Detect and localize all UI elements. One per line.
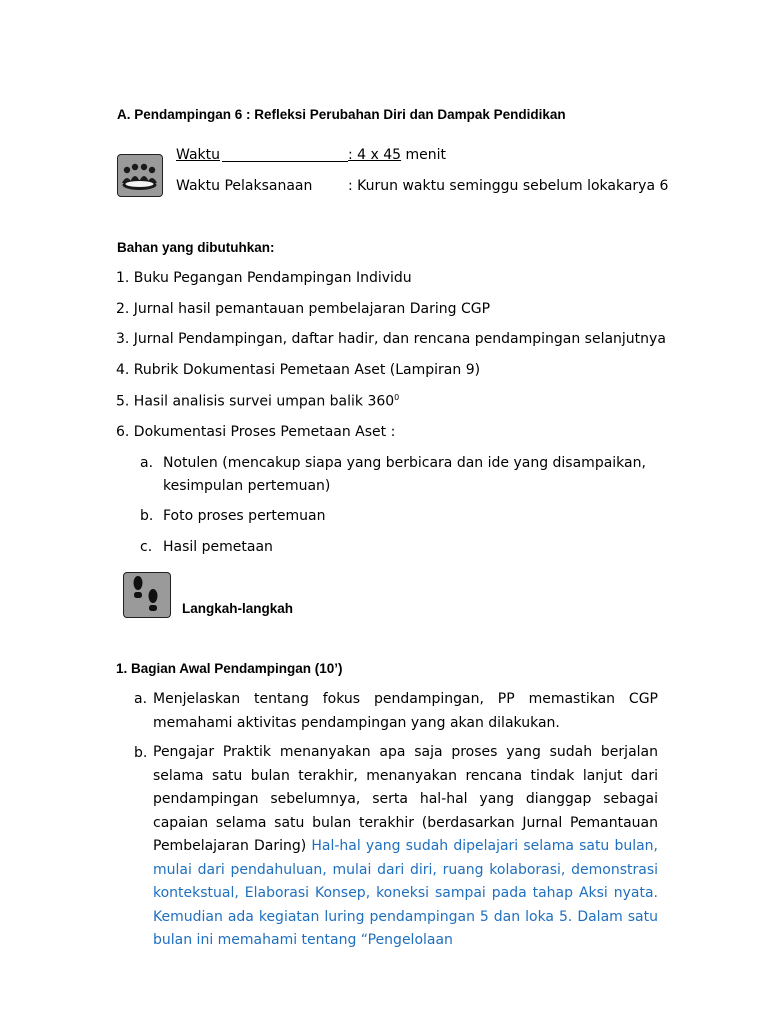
para-a: Menjelaskan tentang fokus pendampingan, PP memastikan CGP memahami aktivitas pendampingan yang akan dilakukan. <box>153 691 658 731</box>
bahan-item-5-superscript: 0 <box>394 393 400 402</box>
bahan-item: 6. Dokumentasi Proses Pemetaan Aset : <box>116 424 396 440</box>
waktu-unit: menit <box>401 147 447 163</box>
bahan-item-5 <box>116 393 399 410</box>
para-a-letter: a. <box>134 691 148 707</box>
footsteps-icon <box>123 572 171 618</box>
subitem-text-cont: kesimpulan pertemuan) <box>163 478 331 494</box>
waktu-value-line <box>348 147 446 163</box>
waktu-value: : 4 x 45 <box>348 147 402 163</box>
bahan-item: 2. Jurnal hasil pemantauan pembelajaran Daring CGP <box>116 301 491 317</box>
subitem-letter: a. <box>140 455 154 471</box>
section-title: A. Pendampingan 6 : Refleksi Perubahan Diri dan Dampak Pendidikan <box>117 107 566 122</box>
para-b-blue: Hal-hal yang sudah dipelajari selama satu bulan, mulai dari pendahuluan, mulai dari diri, ruang kolaborasi, demonstrasi kontekstual, Elaborasi Konsep, koneksi sampai pada tahap Aksi nyata. Kemudian ada kegiatan luring pendampingan 5 dan loka 5. Dalam satu bulan ini memahami tentang “Pengelolaan <box>153 838 658 948</box>
meeting-people-icon <box>117 154 163 197</box>
langkah-heading: Langkah-langkah <box>182 601 294 616</box>
subitem-letter: c. <box>140 539 153 555</box>
para-b <box>153 741 658 953</box>
subitem-text: Hasil pemetaan <box>163 539 273 555</box>
pelaksanaan-label: Waktu Pelaksanaan <box>176 178 313 194</box>
para-b-black: Pengajar Praktik menanyakan apa saja proses yang sudah berjalan selama satu bulan terakhir, menanyakan rencana tindak lanjut dari pendampingan sebelumnya, serta hal-hal yang dianggap sebagai capaian selama satu bulan terakhir (berdasarkan Jurnal Pemantauan Pembelajaran Daring) <box>153 744 658 854</box>
para-b-letter: b. <box>134 745 148 761</box>
subitem-text: Notulen (mencakup siapa yang berbicara dan ide yang disampaikan, <box>163 455 646 471</box>
waktu-underline <box>222 147 348 162</box>
bagian-heading: 1. Bagian Awal Pendampingan (10’) <box>116 661 343 676</box>
bahan-heading: Bahan yang dibutuhkan: <box>117 240 275 255</box>
bahan-item: 3. Jurnal Pendampingan, daftar hadir, dan rencana pendampingan selanjutnya <box>116 331 666 347</box>
subitem-text: Foto proses pertemuan <box>163 508 326 524</box>
bahan-item-5-text: 5. Hasil analisis survei umpan balik 360 <box>116 393 395 410</box>
bahan-item: 4. Rubrik Dokumentasi Pemetaan Aset (Lampiran 9) <box>116 362 481 378</box>
waktu-label: Waktu <box>176 147 220 163</box>
bahan-item: 1. Buku Pegangan Pendampingan Individu <box>116 270 412 286</box>
pelaksanaan-value: : Kurun waktu seminggu sebelum lokakarya 6 <box>348 178 669 194</box>
subitem-letter: b. <box>140 508 154 524</box>
